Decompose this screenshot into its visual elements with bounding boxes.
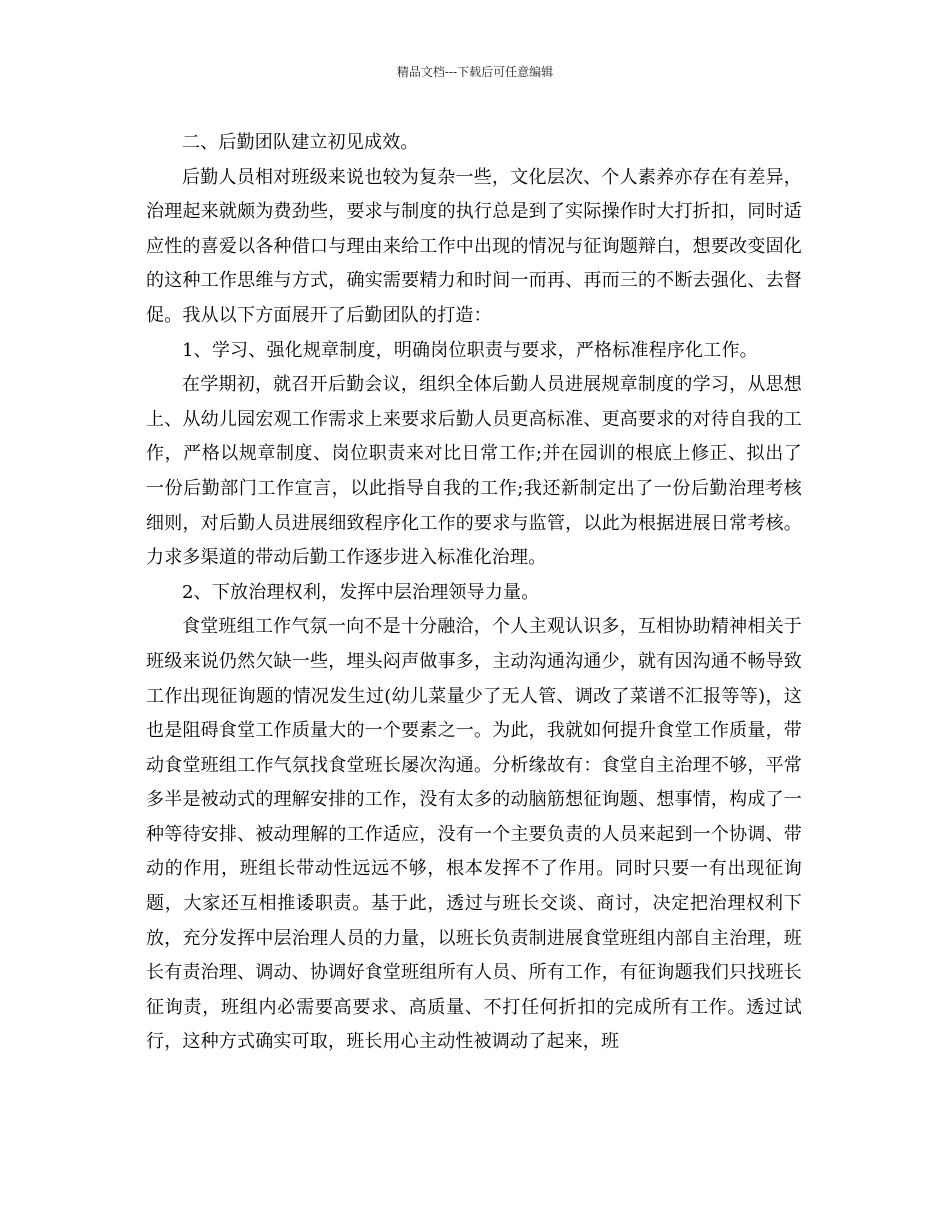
document-body bbox=[146, 126, 802, 1060]
paragraph-rules-study: 在学期初，就召开后勤会议，组织全体后勤人员进展规章制度的学习，从思想上、从幼儿园宏观工作需求上来要求后勤人员更高标准、更高要求的对待自我的工作，严格以规章制度、岗位职责来对比日常工作;并在园训的根底上修正、拟出了一份后勤部门工作宣言，以此指导自我的工作;我还新制定出了一份后勤治理考核细则，对后勤人员进展细致程序化工作的要求与监管，以此为根据进展日常考核。力求多渠道的带动后勤工作逐步进入标准化治理。 bbox=[146, 374, 802, 569]
paragraph-intro: 后勤人员相对班级来说也较为复杂一些，文化层次、个人素养亦存在有差异，治理起来就颇为费劲些，要求与制度的执行总是到了实际操作时大打折扣，同时适应性的喜爱以各种借口与理由来给工作中出现的情况与征询题辩白，想要改变固化的这种工作思维与方式，确实需要精力和时间一而再、再而三的不断去强化、去督促。我从以下方面展开了后勤团队的打造： bbox=[146, 166, 802, 326]
section-heading: 二、后勤团队建立初见成效。 bbox=[182, 132, 419, 153]
page-header: 精品文档---下载后可任意编辑 bbox=[396, 65, 554, 79]
paragraph-canteen: 食堂班组工作气氛一向不是十分融洽，个人主观认识多，互相协助精神相关于班级来说仍然欠缺一些，埋头闷声做事多，主动沟通沟通少，就有因沟通不畅导致工作出现征询题的情况发生过(幼儿菜量少了无人管、调改了菜谱不汇报等等)，这也是阻碍食堂工作质量大的一个要素之一。为此，我就如何提升食堂工作质量，带动食堂班组工作气氛找食堂班长屡次沟通。分析缘故有：食堂自主治理不够，平常多半是被动式的理解安排的工作，没有太多的动脑筋想征询题、想事情，构成了一种等待安排、被动理解的工作适应，没有一个主要负责的人员来起到一个协调、带动的作用，班组长带动性远远不够，根本发挥不了作用。同时只要一有出现征询题，大家还互相推诿职责。基于此，透过与班长交谈、商讨，决定把治理权利下放，充分发挥中层治理人员的力量，以班长负责制进展食堂班组内部自主治理，班长有责治理、调动、协调好食堂班组所有人员、所有工作，有征询题我们只找班长征询责，班组内必需要高要求、高质量、不打任何折扣的完成所有工作。透过试行，这种方式确实可取，班长用心主动性被调动了起来，班 bbox=[146, 616, 802, 1053]
subsection-heading-2: 2、下放治理权利，发挥中层治理领导力量。 bbox=[182, 581, 540, 603]
subsection-heading-1: 1、学习、强化规章制度，明确岗位职责与要求，严格标准程序化工作。 bbox=[182, 339, 758, 361]
